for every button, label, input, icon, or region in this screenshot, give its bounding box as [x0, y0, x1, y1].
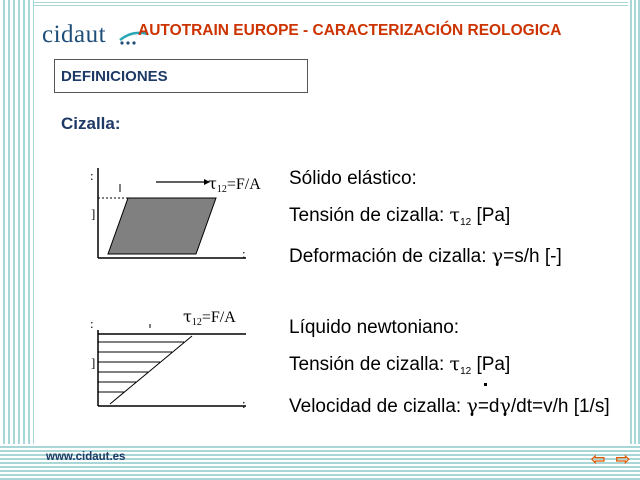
next-slide-button[interactable]: ⇨ — [615, 448, 631, 470]
cidaut-logo: cidaut — [42, 21, 107, 48]
liquid-shear-diagram — [96, 310, 266, 410]
previous-slide-button[interactable]: ⇦ — [590, 448, 606, 470]
liquid-height-mark: ] — [91, 355, 96, 370]
definitions-label: DEFINICIONES — [61, 67, 168, 85]
liquid-stress-line: Tensión de cizalla: $\tau_{12}$ [Pa] — [289, 353, 511, 377]
solid-x-mark: : — [242, 246, 246, 261]
gamma-dot-marker — [484, 383, 487, 386]
solid-tau-label: $\tau_{12}=F/A$ — [208, 174, 261, 195]
solid-axis-mark: : — [90, 168, 94, 183]
solid-strain-line: Deformación de cizalla: γ=s/h [-] — [289, 245, 562, 267]
liquid-x-mark: : — [242, 396, 246, 411]
left-decorative-stripes — [0, 0, 34, 480]
definitions-box — [54, 59, 308, 93]
liquid-title: Líquido newtoniano: — [289, 317, 460, 338]
liquid-tau-label: $\tau_{12}=F/A$ — [183, 307, 236, 328]
liquid-axis-mark: : — [90, 316, 94, 331]
top-decorative-stripes — [34, 0, 640, 6]
footer-url[interactable]: www.cidaut.es — [46, 451, 126, 463]
solid-deformed-block — [108, 198, 216, 254]
liquid-shear-rate-line: Velocidad de cizalla: γ=dγ/dt=v/h [1/s] — [289, 395, 610, 417]
solid-title: Sólido elástico: — [289, 168, 417, 189]
liquid-velocity-profile — [110, 336, 192, 404]
right-decorative-stripes — [628, 0, 640, 480]
section-heading: Cizalla: — [61, 114, 121, 133]
solid-stress-line: Tensión de cizalla: $\tau_{12}$ [Pa] — [289, 204, 511, 228]
solid-height-mark: ] — [91, 206, 96, 221]
slide-title: AUTOTRAIN EUROPE - CARACTERIZACIÓN REOLOGICA — [138, 22, 562, 39]
liquid-velocity-arrows — [98, 342, 184, 392]
